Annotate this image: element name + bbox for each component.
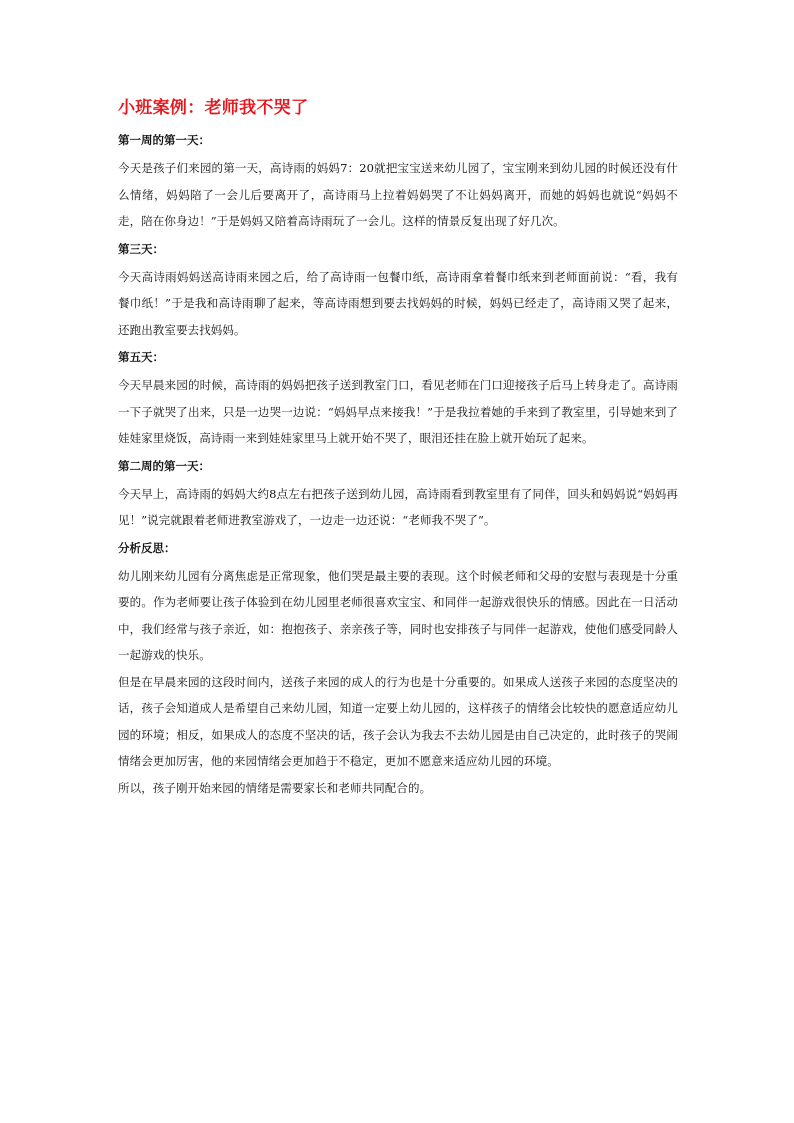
section-reflection bbox=[118, 538, 678, 802]
section-day5 bbox=[118, 347, 678, 452]
section-paragraph: 今天是孩子们来园的第一天，高诗雨的妈妈7：20就把宝宝送来幼儿园了，宝宝刚来到幼儿园的时候还没有什么情绪，妈妈陪了一会儿后要离开了，高诗雨马上拉着妈妈哭了不让妈妈离开，而她的妈妈也就说“妈妈不走，陪在你身边！”于是妈妈又陪着高诗雨玩了一会儿。这样的情景反复出现了好几次。 bbox=[118, 161, 678, 228]
section-paragraph: 今天早上，高诗雨的妈妈大约8点左右把孩子送到幼儿园，高诗雨看到教室里有了同伴，回头和妈妈说“妈妈再见！”说完就跟着老师进教室游戏了，一边走一边还说：“老师我不哭了”。 bbox=[118, 486, 678, 527]
section-heading: 第二周的第一天： bbox=[118, 458, 210, 473]
section-week2-day1 bbox=[118, 456, 678, 534]
document-page bbox=[118, 96, 678, 805]
section-heading: 分析反思： bbox=[118, 540, 176, 555]
section-week1-day1 bbox=[118, 130, 678, 235]
section-paragraph: 今天高诗雨妈妈送高诗雨来园之后，给了高诗雨一包餐巾纸，高诗雨拿着餐巾纸来到老师面前说：“看，我有餐巾纸！”于是我和高诗雨聊了起来，等高诗雨想到要去找妈妈的时候，妈妈已经走了，高诗雨又哭了起来，还跑出教室要去找妈妈。 bbox=[118, 269, 678, 337]
section-paragraph: 今天早晨来园的时候，高诗雨的妈妈把孩子送到教室门口，看见老师在门口迎接孩子后马上转身走了。高诗雨一下子就哭了出来，只是一边哭一边说：“妈妈早点来接我！”于是我拉着她的手来到了教室里，引导她来到了娃娃家里烧饭，高诗雨一来到娃娃家里马上就开始不哭了，眼泪还挂在脸上就开始玩了起来。 bbox=[118, 378, 678, 445]
document-title: 小班案例：老师我不哭了 bbox=[118, 98, 309, 118]
section-day3 bbox=[118, 239, 678, 344]
section-heading: 第五天： bbox=[118, 350, 164, 364]
section-paragraph: 幼儿刚来幼儿园有分离焦虑是正常现象，他们哭是最主要的表现。这个时候老师和父母的安慰与表现是十分重要的。作为老师要让孩子体验到在幼儿园里老师很喜欢宝宝、和同伴一起游戏很快乐的情感。因此在一日活动中，我们经常与孩子亲近，如：抱抱孩子、亲亲孩子等，同时也安排孩子与同伴一起游戏，使他们感受同龄人一起游戏的快乐。 bbox=[118, 568, 678, 662]
section-heading: 第一周的第一天： bbox=[118, 133, 210, 147]
section-paragraph: 所以，孩子刚开始来园的情绪是需要家长和老师共同配合的。 bbox=[118, 780, 432, 795]
section-paragraph: 但是在早晨来园的这段时间内，送孩子来园的成人的行为也是十分重要的。如果成人送孩子来园的态度坚决的话，孩子会知道成人是希望自己来幼儿园，知道一定要上幼儿园的，这样孩子的情绪会比较快的愿意适应幼儿园的环境；相反，如果成人的态度不坚决的话，孩子会认为我去不去幼儿园是由自己决定的，此时孩子的哭闹情绪会更加厉害，他的来园情绪会更加趋于不稳定，更加不愿意来适应幼儿园的环境。 bbox=[118, 674, 678, 768]
section-heading: 第三天： bbox=[118, 241, 164, 256]
